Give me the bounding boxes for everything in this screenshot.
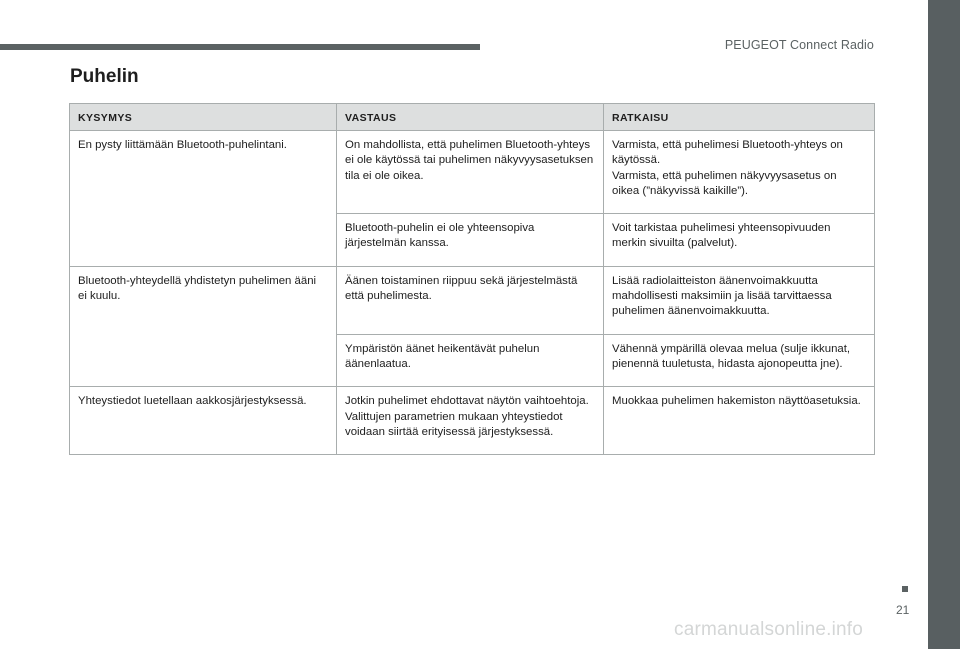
end-of-section-marker	[902, 586, 908, 592]
top-rule	[0, 44, 480, 50]
table-row	[70, 387, 875, 455]
answer-cell: Ympäristön äänet heikentävät puhelun äänenlaatua.	[337, 334, 604, 387]
column-header-answer: VASTAUS	[337, 104, 604, 131]
solution-cell	[604, 131, 875, 214]
solution-cell	[604, 334, 875, 387]
question-cell: En pysty liittämään Bluetooth-puhelintani.	[70, 131, 337, 267]
solution-cell	[604, 266, 875, 334]
solution-line: Voit tarkistaa puhelimesi yhteensopivuuden merkin sivuilta (palvelut).	[612, 222, 831, 250]
answer-cell: On mahdollista, että puhelimen Bluetooth-yhteys ei ole käytössä tai puhelimen näkyvyysasetuksen tila ei ole oikea.	[337, 131, 604, 214]
solution-line: Vähennä ympärillä olevaa melua (sulje ikkunat, pienennä tuuletusta, hidasta ajonopeutta jne).	[612, 342, 851, 370]
side-band	[928, 0, 960, 649]
page-number: 21	[896, 603, 910, 617]
answer-cell: Bluetooth-puhelin ei ole yhteensopiva järjestelmän kanssa.	[337, 214, 604, 267]
answer-cell: Äänen toistaminen riippuu sekä järjestelmästä että puhelimesta.	[337, 266, 604, 334]
page-title: Puhelin	[70, 66, 139, 87]
column-header-question: KYSYMYS	[70, 104, 337, 131]
solution-line: Lisää radiolaitteiston äänenvoimakkuutta mahdollisesti maksimiin ja lisää tarvittaessa puhelimen äänenvoimakkuutta.	[612, 274, 832, 318]
solution-line: Muokkaa puhelimen hakemiston näyttöasetuksia.	[612, 395, 861, 408]
table-row	[70, 266, 875, 334]
watermark: carmanualsonline.info	[674, 619, 864, 640]
question-cell: Yhteystiedot luetellaan aakkosjärjestyksessä.	[70, 387, 337, 455]
table-row	[70, 131, 875, 214]
answer-cell: Jotkin puhelimet ehdottavat näytön vaihtoehtoja. Valittujen parametrien mukaan yhteystiedot voidaan siirtää erityisessä järjestyksessä.	[337, 387, 604, 455]
solution-line: Varmista, että puhelimesi Bluetooth-yhteys on käytössä.	[612, 139, 843, 167]
table-header-row	[70, 104, 875, 131]
column-header-solution: RATKAISU	[604, 104, 875, 131]
solution-line: Varmista, että puhelimen näkyvyysasetus on oikea (”näkyvissä kaikille”).	[612, 169, 837, 197]
solution-cell	[604, 214, 875, 267]
running-header: PEUGEOT Connect Radio	[724, 38, 874, 52]
troubleshooting-table	[69, 103, 875, 455]
question-cell: Bluetooth-yhteydellä yhdistetyn puhelimen ääni ei kuulu.	[70, 266, 337, 386]
solution-cell	[604, 387, 875, 455]
